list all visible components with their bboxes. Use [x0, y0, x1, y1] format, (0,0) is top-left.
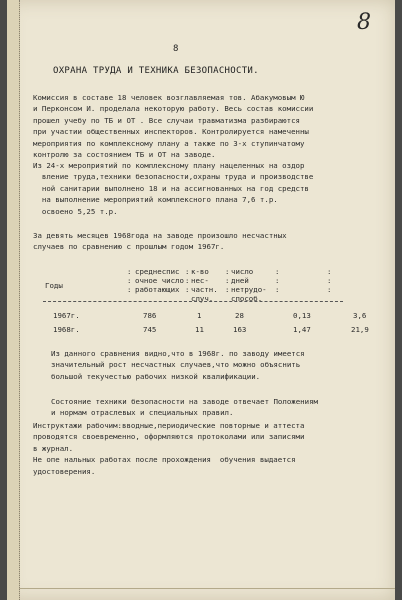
table-rule — [43, 301, 343, 302]
handwritten-page-number: 8 — [357, 10, 371, 35]
table-colon: : : : — [225, 267, 230, 294]
table-cell-accidents: 1 — [197, 311, 202, 320]
table-header-workers: среднеспис очное число работающих — [135, 267, 184, 294]
table-colon: : : : — [327, 267, 332, 294]
table-colon: : : : — [275, 267, 280, 294]
table-cell-workers: 786 — [143, 311, 157, 320]
table-header-year: Годы — [45, 281, 63, 290]
paragraph-analysis: Из данного сравнения видно,что в 1968г. по заводу имеется значительный рост несчастных случаев,что можно объяснить большой текучестью рабочих низкой квалификации. — [51, 349, 305, 381]
table-cell-coef1: 0,13 — [293, 311, 311, 320]
page-number: 8 — [173, 44, 179, 54]
table-colon: : : : — [185, 267, 190, 294]
table-row-year: 1968г. — [53, 325, 80, 334]
table-cell-accidents: 11 — [195, 325, 204, 334]
document-page — [7, 0, 395, 600]
table-cell-days: 163 — [233, 325, 247, 334]
table-cell-workers: 745 — [143, 325, 157, 334]
table-cell-coef2: 3,6 — [353, 311, 367, 320]
table-header-days: число дней нетрудо- способ. — [231, 267, 267, 303]
table-row-year: 1967г. — [53, 311, 80, 320]
page-edge — [19, 588, 395, 589]
table-header-accidents: к-во нес- частн. случ. — [191, 267, 218, 303]
accident-comparison-table — [31, 267, 379, 339]
paragraph-measures: Из 24-х мероприятий по комплексному плану нацеленных на оздор вление труда,техники безопасности,охраны труда и производстве ной санитарии выполнено 18 и на ассигнованных на год средств на выполнение мероприятий комплексного плана 7,6 т.р. освоено 5,25 т.р. — [33, 161, 314, 216]
table-cell-coef2: 21,9 — [351, 325, 369, 334]
section-title: ОХРАНА ТРУДА И ТЕХНИКА БЕЗОПАСНОСТИ. — [53, 66, 259, 76]
paragraph-commission: Комиссия в составе 18 человек возглавляемая тов. Абакумовым Ю и Перконсом И. проделала некоторую работу. Весь состав комиссии прошел учебу по ТБ и ОТ . Все случаи травматизма разбираются при участии общественных инспекторов. Контролируется намеченны мероприятия по комплексному плану а также по 3-х ступинчатому контролю за состоянием ТБ и ОТ на заводе. — [33, 93, 314, 160]
paragraph-accidents-intro: За девять месяцев 1968года на заводе произошло несчастных случаев по сравнению с прошлым годом 1967г. — [33, 231, 287, 252]
table-colon: : : : — [127, 267, 132, 294]
paragraph-safety-state: Состояние техники безопасности на заводе отвечает Положениям и нормам отраслевых и специальных правил. — [51, 397, 318, 418]
table-cell-coef1: 1,47 — [293, 325, 311, 334]
paragraph-instructions: Инструктажи рабочим:вводные,периодические повторные и аттеста проводятся своевременно, оформляются протоколами или записями в журнал. Не опе нальных работах после прохождения обучения выдается удостоверения. — [33, 421, 305, 476]
perforation-line — [19, 0, 21, 600]
table-cell-days: 28 — [235, 311, 244, 320]
